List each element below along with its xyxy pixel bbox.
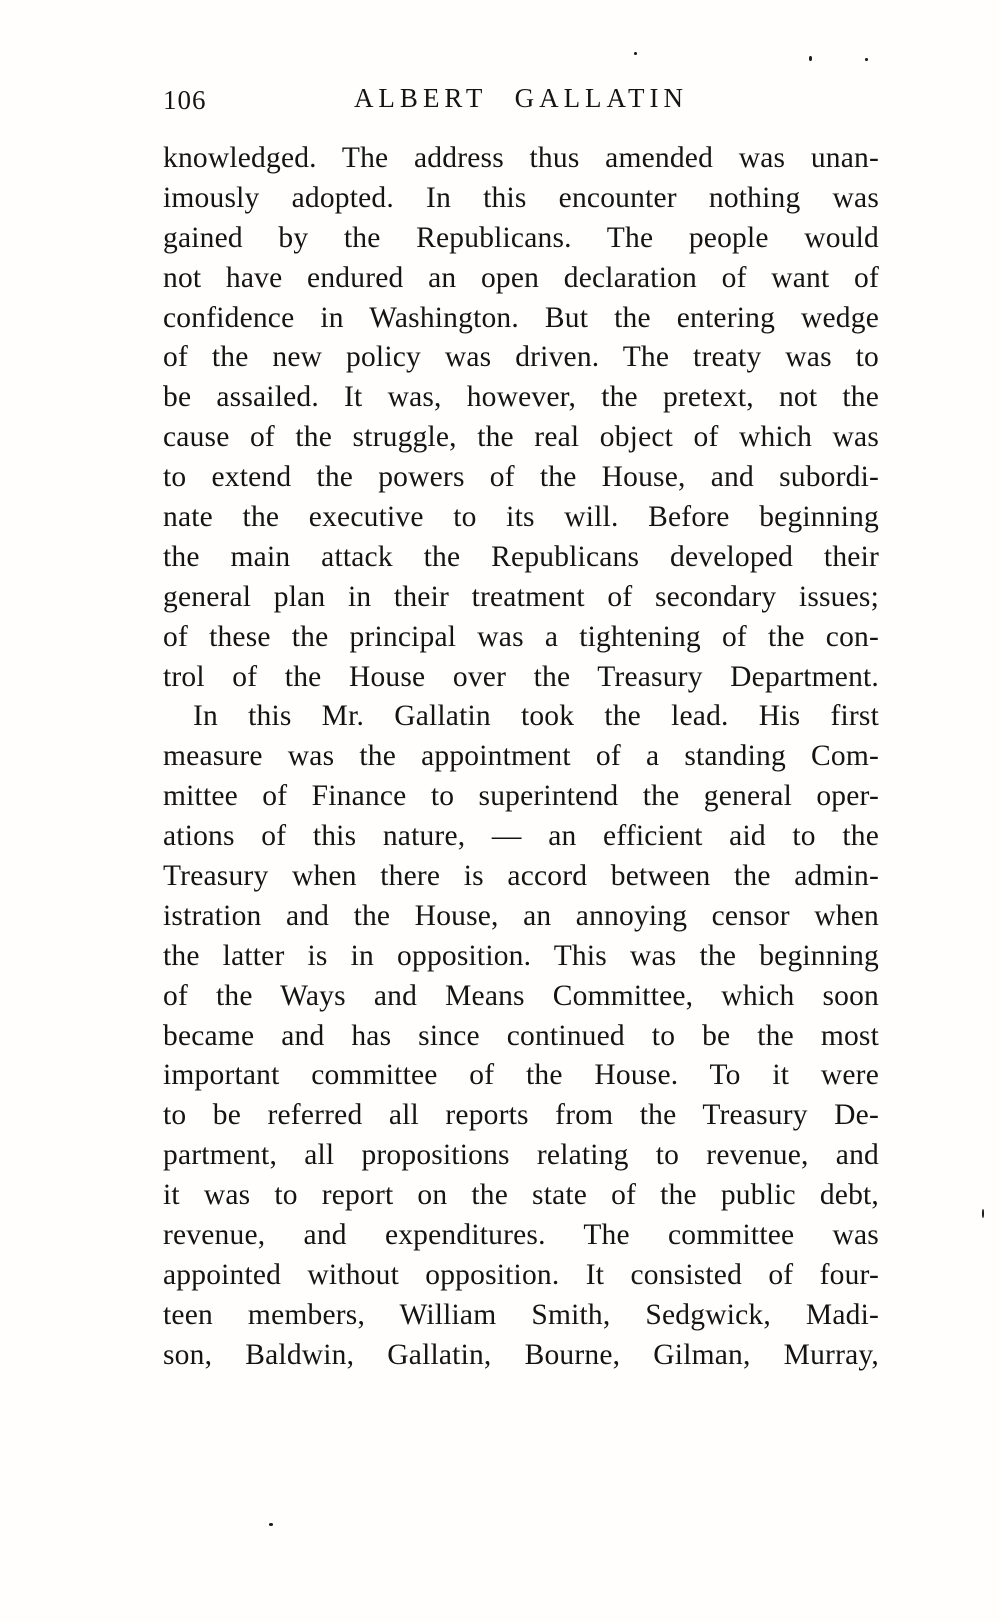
body-line: became and has since continued to be the most <box>163 1019 879 1052</box>
scan-speck <box>982 1209 984 1218</box>
body-line: important committee of the House. To it were <box>163 1059 879 1092</box>
body-line: teen members, William Smith, Sedgwick, Madi- <box>163 1298 879 1331</box>
body-line: confidence in Washington. But the entering wedge <box>163 301 879 334</box>
scan-speck <box>634 52 637 55</box>
body-line: nate the executive to its will. Before beginning <box>163 501 879 534</box>
page-number: 106 <box>163 85 207 115</box>
body-line: mittee of Finance to superintend the general oper- <box>163 780 879 813</box>
scan-speck <box>269 1523 273 1526</box>
page-header <box>163 83 879 119</box>
body-line: of the Ways and Means Committee, which soon <box>163 979 879 1012</box>
body-line: Treasury when there is accord between the admin- <box>163 860 879 893</box>
running-header: ALBERT GALLATIN <box>353 83 689 113</box>
body-line: revenue, and expenditures. The committee was <box>163 1219 879 1252</box>
body-line: imously adopted. In this encounter nothing was <box>163 181 879 214</box>
body-line: it was to report on the state of the public debt, <box>163 1179 879 1212</box>
body-line: partment, all propositions relating to revenue, and <box>163 1139 879 1172</box>
scan-speck <box>865 58 868 61</box>
body-line: gained by the Republicans. The people would <box>163 221 879 254</box>
body-line: the latter is in opposition. This was the beginning <box>163 939 879 972</box>
body-line: to be referred all reports from the Treasury De- <box>163 1099 879 1132</box>
body-line: ations of this nature, — an efficient aid to the <box>163 820 879 853</box>
body-line: istration and the House, an annoying censor when <box>163 899 879 932</box>
body-line: measure was the appointment of a standing Com- <box>163 740 879 773</box>
body-line: cause of the struggle, the real object of which was <box>163 421 879 454</box>
body-line: appointed without opposition. It consisted of four- <box>163 1258 879 1291</box>
body-line: of the new policy was driven. The treaty was to <box>163 341 879 374</box>
body-text <box>163 139 879 1376</box>
body-line: the main attack the Republicans developed their <box>163 540 879 573</box>
body-line: trol of the House over the Treasury Department. <box>163 660 879 693</box>
body-line: be assailed. It was, however, the pretext, not the <box>163 381 879 414</box>
body-line: not have endured an open declaration of want of <box>163 261 879 294</box>
body-line: to extend the powers of the House, and subordi- <box>163 461 879 494</box>
body-line: general plan in their treatment of secondary issues; <box>163 580 879 613</box>
body-line: son, Baldwin, Gallatin, Bourne, Gilman, Murray, <box>163 1338 879 1371</box>
body-line: In this Mr. Gallatin took the lead. His first <box>193 700 879 733</box>
body-line: of these the principal was a tightening of the con- <box>163 620 879 653</box>
scan-speck <box>809 56 812 61</box>
body-line: knowledged. The address thus amended was unan- <box>163 142 879 174</box>
